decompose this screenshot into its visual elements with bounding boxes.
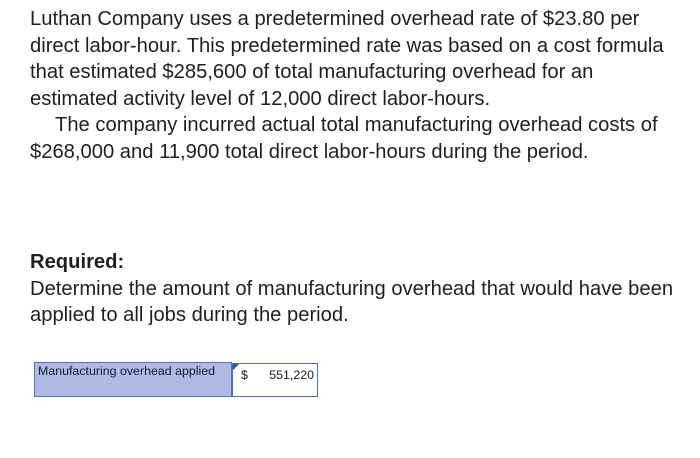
answer-input-field[interactable] [232,363,318,397]
cell-indicator-icon [233,364,239,370]
problem-statement [30,6,685,165]
answer-label: Manufacturing overhead applied [35,363,232,397]
answer-table [34,362,320,397]
answer-value-cell [232,363,320,397]
problem-paragraph-1: Luthan Company uses a predetermined overhead rate of $23.80 per direct labor-hour. This predetermined rate was based on a cost formula that estimated $285,600 of total manufacturing overhead for an estimated activity level of 12,000 direct labor-hours. [30,8,664,110]
currency-symbol: $ [241,367,248,382]
answer-row [35,363,320,397]
problem-paragraph-2: The company incurred actual total manufacturing overhead costs of $268,000 and 11,900 total direct labor-hours during the period. [30,114,658,163]
required-instructions: Determine the amount of manufacturing overhead that would have been applied to all jobs during the period. [30,277,674,326]
answer-value: 551,220 [269,367,314,382]
required-section [30,249,690,329]
required-heading: Required: [30,251,125,273]
